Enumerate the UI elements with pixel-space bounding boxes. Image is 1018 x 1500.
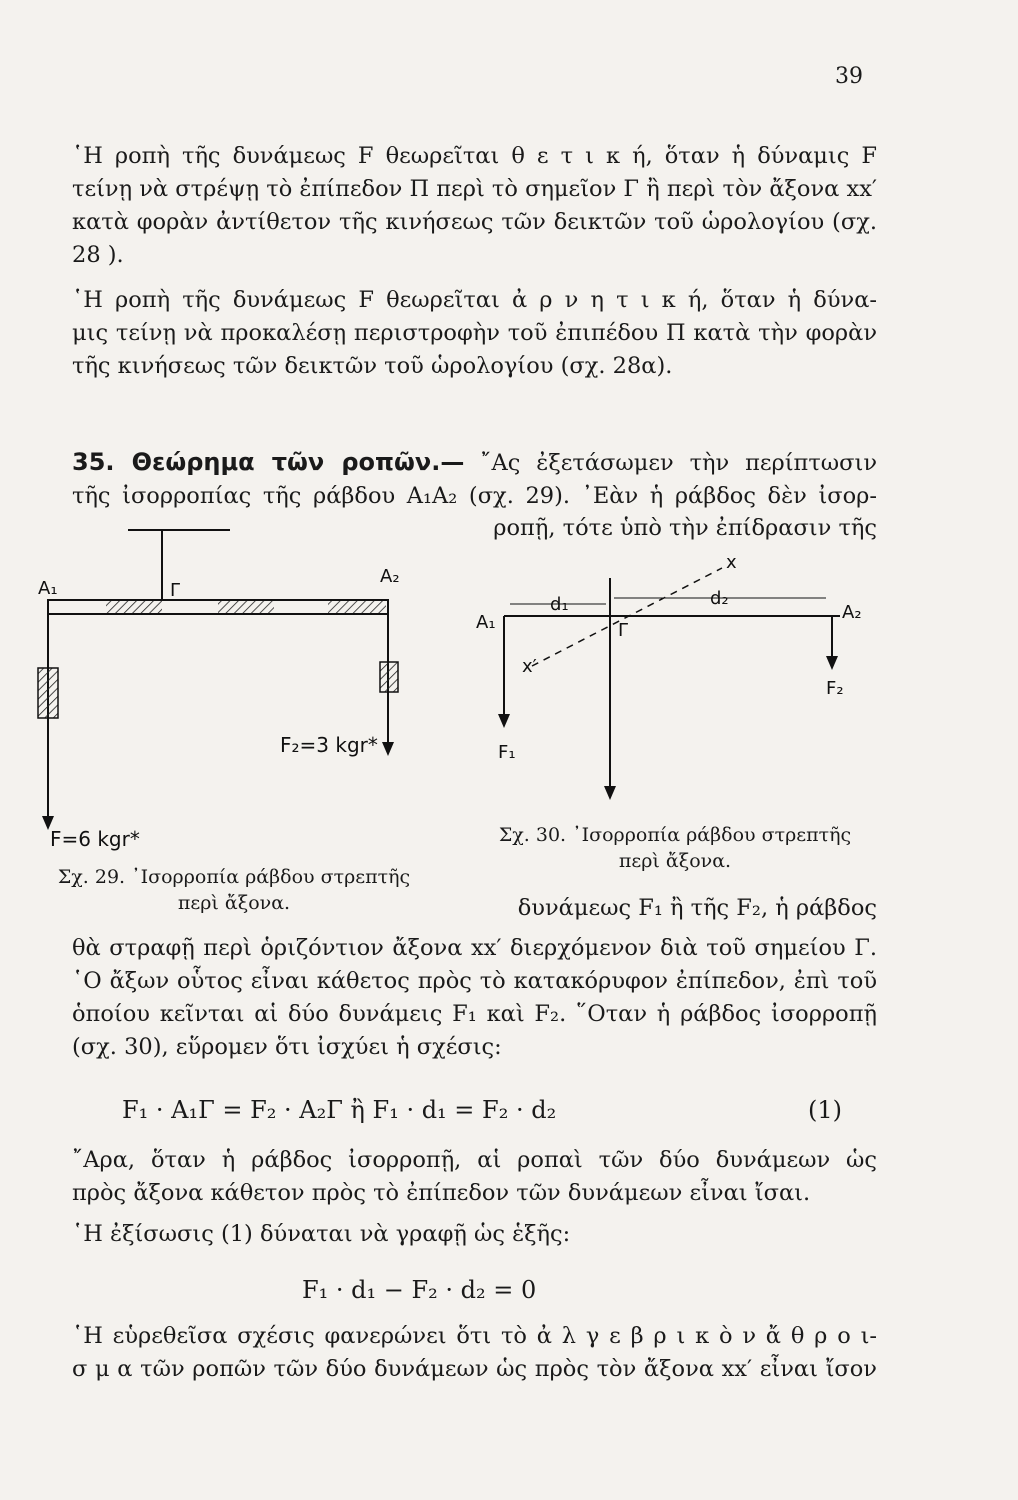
label-a2: A₂ bbox=[380, 566, 400, 587]
paragraph-algebraic-sum bbox=[72, 1320, 877, 1386]
caption-line: περὶ ἄξονα. bbox=[618, 850, 732, 872]
right-weight bbox=[380, 662, 398, 692]
equation-1-number: (1) bbox=[808, 1096, 842, 1124]
rod-hatch bbox=[106, 601, 162, 613]
label-d1: d₁ bbox=[550, 594, 569, 615]
left-weight bbox=[38, 668, 58, 718]
page-number: 39 bbox=[835, 64, 863, 89]
label-f1: F=6 kgr* bbox=[50, 827, 140, 851]
label-f2: F₂ bbox=[826, 678, 844, 699]
caption-line: Σχ. 30. ᾿Ισορροπία ράβδου στρεπτῆς bbox=[498, 824, 852, 846]
arrow-f2 bbox=[826, 656, 838, 670]
section-intro-text: ῎Ας ἐξετάσωμεν τὴν περίπτωσιν bbox=[480, 450, 877, 476]
text-line: μις τείνῃ νὰ προκαλέσῃ περιστροφὴν τοῦ ἐπιπέδου Π κατὰ τὴν φορὰν bbox=[72, 320, 877, 346]
text-line: ῾Η ροπὴ τῆς δυνάμεως F θεωρεῖται ἀ ρ ν η τ ι κ ή, ὅταν ἡ δύνα- bbox=[72, 287, 877, 313]
figure-29-caption bbox=[54, 864, 414, 916]
text-line: κατὰ φορὰν ἀντίθετον τῆς κινήσεως τῶν δεικτῶν τοῦ ὡρολογίου (σχ. bbox=[72, 209, 877, 235]
text-line: ροπῇ, τότε ὑπὸ τὴν ἐπίδρασιν τῆς bbox=[493, 515, 877, 541]
equation-2: F₁ · d₁ − F₂ · d₂ = 0 bbox=[302, 1276, 537, 1304]
paragraph-positive-moment bbox=[72, 140, 877, 272]
text-line: δυνάμεως F₁ ἢ τῆς F₂, ἡ ράβδος bbox=[517, 895, 877, 921]
text-line: τῆς κινήσεως τῶν δεικτῶν τοῦ ὡρολογίου (σχ. 28α). bbox=[72, 353, 673, 379]
label-gamma: Γ bbox=[170, 580, 181, 601]
text-line: τείνῃ νὰ στρέψῃ τὸ ἐπίπεδον Π περὶ τὸ σημεῖον Γ ἢ περὶ τὸν ἄξονα xx′ bbox=[72, 176, 877, 202]
equation-1: F₁ · A₁Γ = F₂ · A₂Γ ἢ F₁ · d₁ = F₂ · d₂ bbox=[122, 1096, 557, 1124]
label-f1: F₁ bbox=[498, 742, 516, 763]
arrow-f1 bbox=[498, 714, 510, 728]
label-a1: A₁ bbox=[38, 578, 58, 599]
rod-hatch bbox=[328, 601, 386, 613]
text-line: πρὸς ἄξονα κάθετον πρὸς τὸ ἐπίπεδον τῶν δυνάμεων εἶναι ἴσαι. bbox=[72, 1180, 811, 1206]
text-line: τῆς ἰσορροπίας τῆς ράβδου A₁A₂ (σχ. 29). ᾿Εὰν ἡ ράβδος δὲν ἰσορ- bbox=[72, 483, 877, 509]
text-line: 28 ). bbox=[72, 242, 124, 268]
figure-29 bbox=[30, 520, 450, 860]
label-x: x bbox=[726, 552, 737, 573]
text-line: ῎Αρα, ὅταν ἡ ράβδος ἰσορροπῇ, αἱ ροπαὶ τῶν δύο δυνάμεων ὡς bbox=[72, 1147, 877, 1173]
label-a2: A₂ bbox=[842, 602, 862, 623]
caption-line: Σχ. 29. ᾿Ισορροπία ράβδου στρεπτῆς bbox=[57, 866, 411, 888]
text-line: ῾Η ἐξίσωσις (1) δύναται νὰ γραφῇ ὡς ἑξῆς: bbox=[72, 1221, 571, 1247]
section-heading: 35. Θεώρημα τῶν ροπῶν.— bbox=[72, 448, 465, 476]
arrow-down bbox=[604, 786, 616, 800]
paragraph-negative-moment bbox=[72, 284, 877, 383]
caption-line: περὶ ἄξονα. bbox=[177, 892, 291, 914]
text-line: (σχ. 30), εὕρομεν ὅτι ἰσχύει ἡ σχέσις: bbox=[72, 1034, 502, 1060]
figure-30 bbox=[470, 548, 870, 808]
after-figure-block bbox=[470, 892, 877, 925]
label-d2: d₂ bbox=[710, 588, 729, 609]
figure-30-caption bbox=[480, 822, 870, 874]
paragraph-axis bbox=[72, 932, 877, 1064]
section-line3-block bbox=[470, 512, 877, 545]
rod-hatch bbox=[218, 601, 274, 613]
text-line: ῾Ο ἄξων οὗτος εἶναι κάθετος πρὸς τὸ κατακόρυφον ἐπίπεδον, ἐπὶ τοῦ bbox=[72, 968, 877, 994]
label-a1: A₁ bbox=[476, 612, 496, 633]
arrow-f2 bbox=[382, 742, 394, 756]
text-line: ῾Η εὑρεθεῖσα σχέσις φανερώνει ὅτι τὸ ἀ λ γ ε β ρ ι κ ὸ ν ἄ θ ρ ο ι- bbox=[72, 1323, 877, 1349]
label-f2: F₂=3 kgr* bbox=[280, 733, 378, 757]
text-line: ὁποίου κεῖνται αἱ δύο δυνάμεις F₁ καὶ F₂. ῞Οταν ἡ ράβδος ἰσορροπῇ bbox=[72, 1001, 877, 1027]
paragraph-equation-rewrite bbox=[72, 1218, 877, 1251]
label-gamma: Γ bbox=[618, 620, 629, 641]
text-line: ῾Η ροπὴ τῆς δυνάμεως F θεωρεῖται θ ε τ ι κ ή, ὅταν ἡ δύναμις F bbox=[72, 143, 877, 169]
text-line: θὰ στραφῇ περὶ ὁριζόντιον ἄξονα xx′ διερχόμενον διὰ τοῦ σημείου Γ. bbox=[72, 935, 877, 961]
paragraph-conclusion bbox=[72, 1144, 877, 1210]
section-theorem-of-moments bbox=[72, 446, 877, 513]
text-line: σ μ α τῶν ροπῶν τῶν δύο δυνάμεων ὡς πρὸς τὸν ἄξονα xx′ εἶναι ἴσον bbox=[72, 1356, 877, 1382]
label-x-prime: x′ bbox=[522, 656, 537, 677]
section-line bbox=[72, 446, 877, 480]
